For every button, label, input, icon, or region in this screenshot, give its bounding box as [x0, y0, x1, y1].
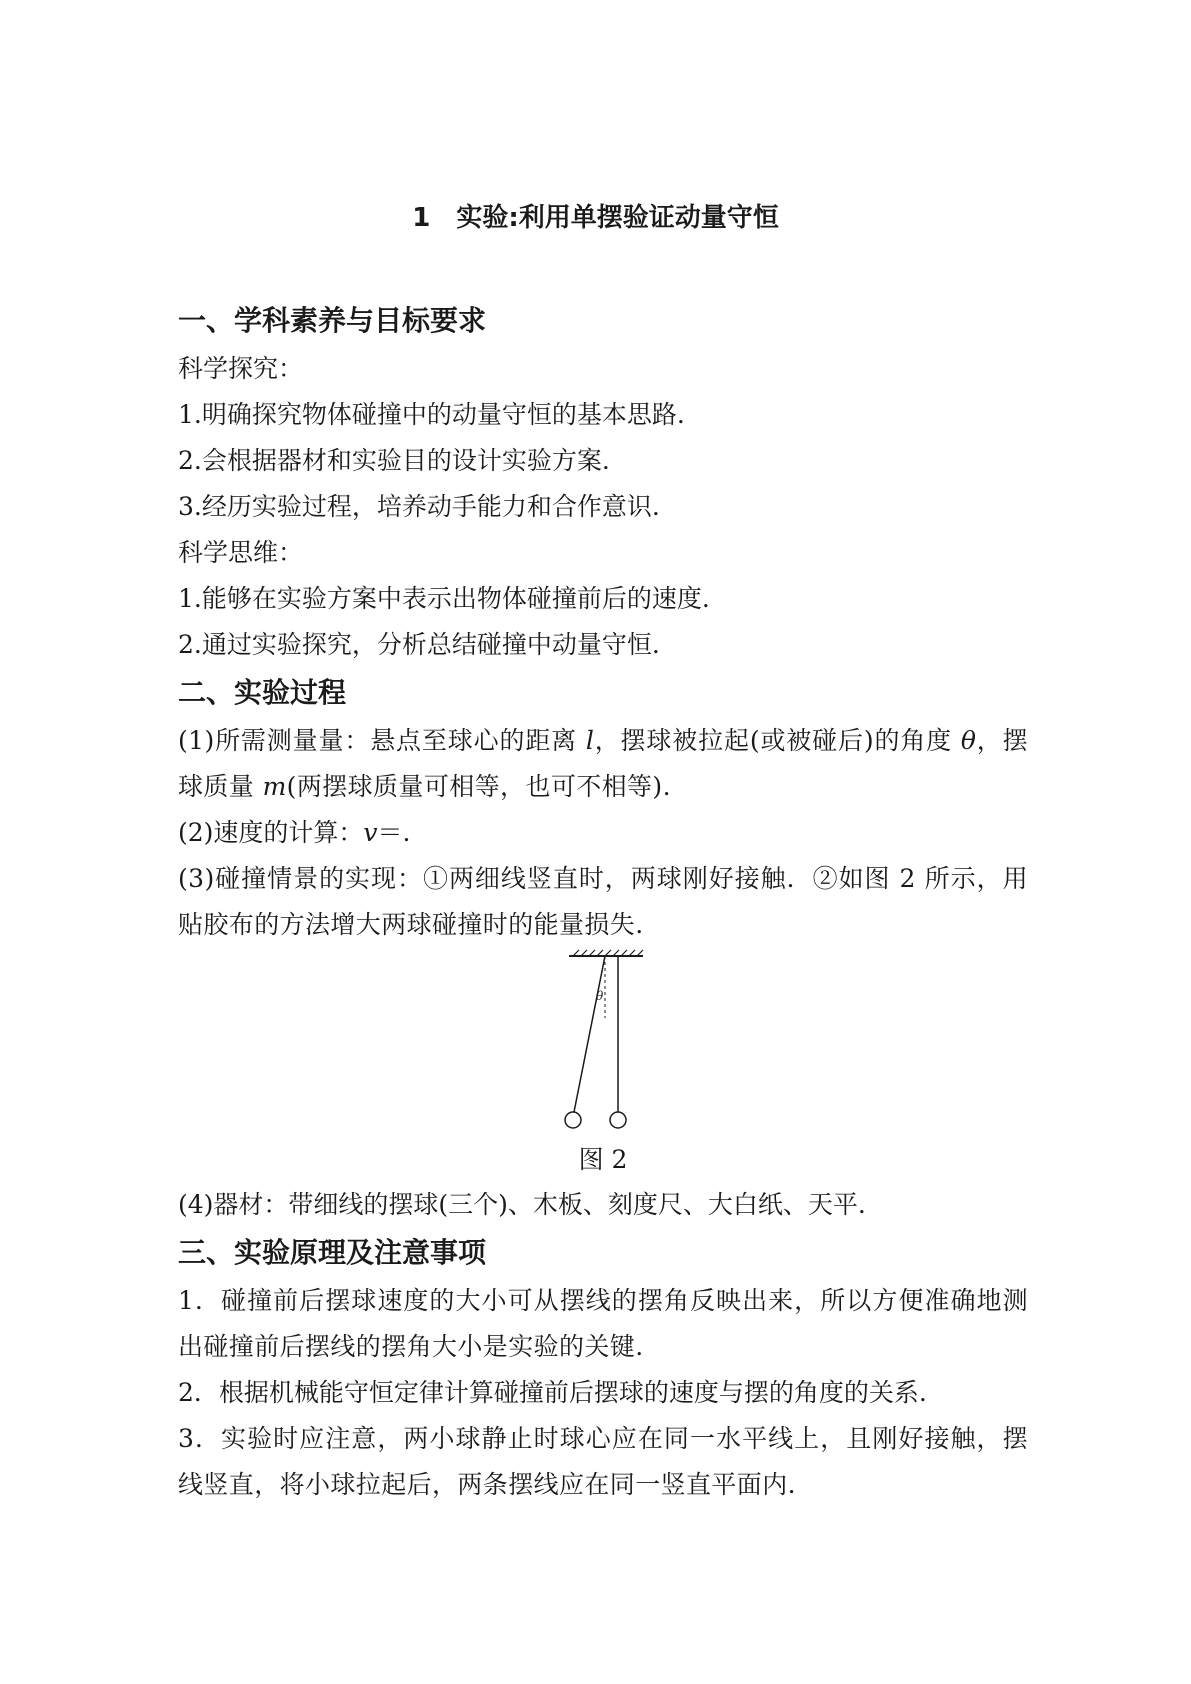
page-title [0, 197, 1191, 234]
document-body [178, 296, 1028, 1508]
item1-var-l: l [585, 726, 595, 755]
item1-var-theta: θ [960, 726, 977, 755]
section2-item4: (4)器材：带细线的摆球(三个)、木板、刻度尺、大白纸、天平. [178, 1190, 866, 1219]
pendulum-ball-right [610, 1112, 626, 1128]
section3-heading: 三、实验原理及注意事项 [178, 1236, 487, 1269]
item1-text-c: ，摆球质量 [178, 726, 1029, 801]
item1-text-d: (两摆球质量可相等，也可不相等). [286, 772, 671, 801]
section1-group1-item: 2.会根据器材和实验目的设计实验方案. [178, 446, 610, 475]
pendulum-diagram [561, 948, 651, 1134]
section2-heading: 二、实验过程 [178, 676, 347, 709]
section1-group1-item: 3.经历实验过程，培养动手能力和合作意识. [178, 492, 660, 521]
section3-item: 2．根据机械能守恒定律计算碰撞前后摆球的速度与摆的角度的关系. [178, 1378, 927, 1407]
pendulum-string-left [574, 956, 605, 1112]
section2-item3: (3)碰撞情景的实现：①两细线竖直时，两球刚好接触．②如图 2 所示，用贴胶布的方法增大两球碰撞时的能量损失. [178, 864, 1028, 939]
item1-text-a: (1)所需测量量：悬点至球心的距离 [178, 726, 586, 755]
section1-group2-label: 科学思维： [178, 538, 304, 567]
section2-item1 [178, 718, 1028, 810]
item2-text-b: ＝. [377, 818, 411, 847]
item1-var-m: m [262, 772, 287, 801]
section1-group2-item: 2.通过实验探究，分析总结碰撞中动量守恒. [178, 630, 660, 659]
item2-var-v: v [363, 818, 378, 847]
section1-group1-item: 1.明确探究物体碰撞中的动量守恒的基本思路. [178, 400, 685, 429]
title-number: 1 [412, 203, 431, 233]
item1-text-b: ，摆球被拉起(或被碰后)的角度 [594, 726, 961, 755]
angle-label: θ [596, 989, 604, 1003]
figure-caption: 图 2 [578, 1145, 628, 1174]
item2-text-a: (2)速度的计算： [178, 818, 364, 847]
pendulum-ball-left [565, 1112, 581, 1128]
section3-item: 1．碰撞前后摆球速度的大小可从摆线的摆角反映出来，所以方便准确地测出碰撞前后摆线的摆角大小是实验的关键. [178, 1286, 1028, 1361]
title-text: 实验:利用单摆验证动量守恒 [456, 203, 779, 233]
section3-item: 3．实验时应注意，两小球静止时球心应在同一水平线上，且刚好接触，摆线竖直，将小球拉起后，两条摆线应在同一竖直平面内. [178, 1424, 1028, 1499]
section1-heading: 一、学科素养与目标要求 [178, 304, 487, 337]
pendulum-figure [178, 948, 1028, 1138]
section2-item2 [178, 810, 1028, 856]
section1-group2-item: 1.能够在实验方案中表示出物体碰撞前后的速度. [178, 584, 710, 613]
section1-group1-label: 科学探究： [178, 354, 304, 383]
